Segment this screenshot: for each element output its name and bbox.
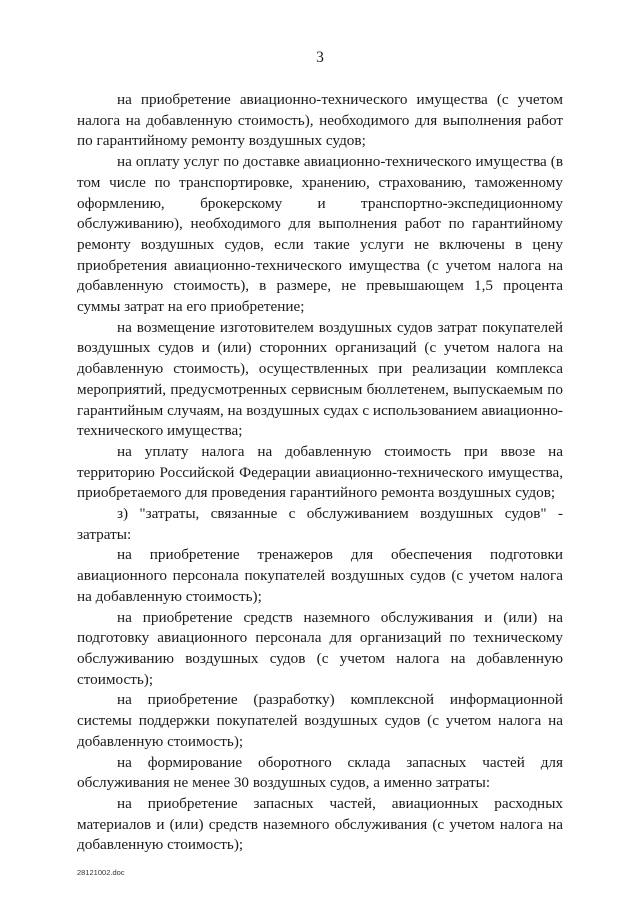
paragraph-delivery-services: на оплату услуг по доставке авиационно-технического имущества (в том числе по транспортировке, хранению, страхованию, таможенному оформлению, брокерскому и транспортно-экспедиционному обслуживанию), необходимого для выполнения работ по гарантийному ремонту воздушных судов, если такие услуги не включены в цену приобретения авиационно-технического имущества (с учетом налога на добавленную стоимость), в размере, не превышающем 1,5 процента суммы затрат на его приобретение; (77, 153, 563, 316)
paragraph-cost-reimbursement: на возмещение изготовителем воздушных судов затрат покупателей воздушных судов и (или) сторонних организаций (с учетом налога на добавленную стоимость), осуществленных при реализации комплекса мероприятий, предусмотренных сервисным бюллетенем, выпускаемым по гарантийным случаям, на воздушных судах с использованием авиационно-технического имущества; (77, 318, 563, 440)
paragraph-simulators: на приобретение тренажеров для обеспечения подготовки авиационного персонала покупателей воздушных судов (с учетом налога на добавленную стоимость); (77, 546, 563, 605)
page-number: 3 (316, 49, 324, 66)
paragraph-information-system: на приобретение (разработку) комплексной информационной системы поддержки покупателей воздушных судов (с учетом налога на добавленную стоимость); (77, 691, 563, 750)
paragraph-spare-parts-purchase: на приобретение запасных частей, авиационных расходных материалов и (или) средств наземного обслуживания (с учетом налога на добавленную стоимость); (77, 794, 563, 854)
document-body (77, 90, 563, 856)
paragraph-aviation-property-purchase: на приобретение авиационно-технического имущества (с учетом налога на добавленную стоимость), необходимого для выполнения работ по гарантийному ремонту воздушных судов; (77, 91, 563, 150)
paragraph-spare-parts-warehouse: на формирование оборотного склада запасных частей для обслуживания не менее 30 воздушных судов, а именно затраты: (77, 753, 563, 792)
paragraph-item-z-definition: з) "затраты, связанные с обслуживанием воздушных судов" - затраты: (77, 505, 563, 543)
file-name-footer: 28121002.doc (77, 868, 125, 877)
paragraph-ground-equipment: на приобретение средств наземного обслуживания и (или) на подготовку авиационного персонала для организаций по техническому обслуживанию воздушных судов (с учетом налога на добавленную стоимость); (77, 608, 563, 688)
paragraph-vat-import: на уплату налога на добавленную стоимость при ввозе на территорию Российской Федерации авиационно-технического имущества, приобретаемого для проведения гарантийного ремонта воздушных судов; (77, 442, 563, 502)
